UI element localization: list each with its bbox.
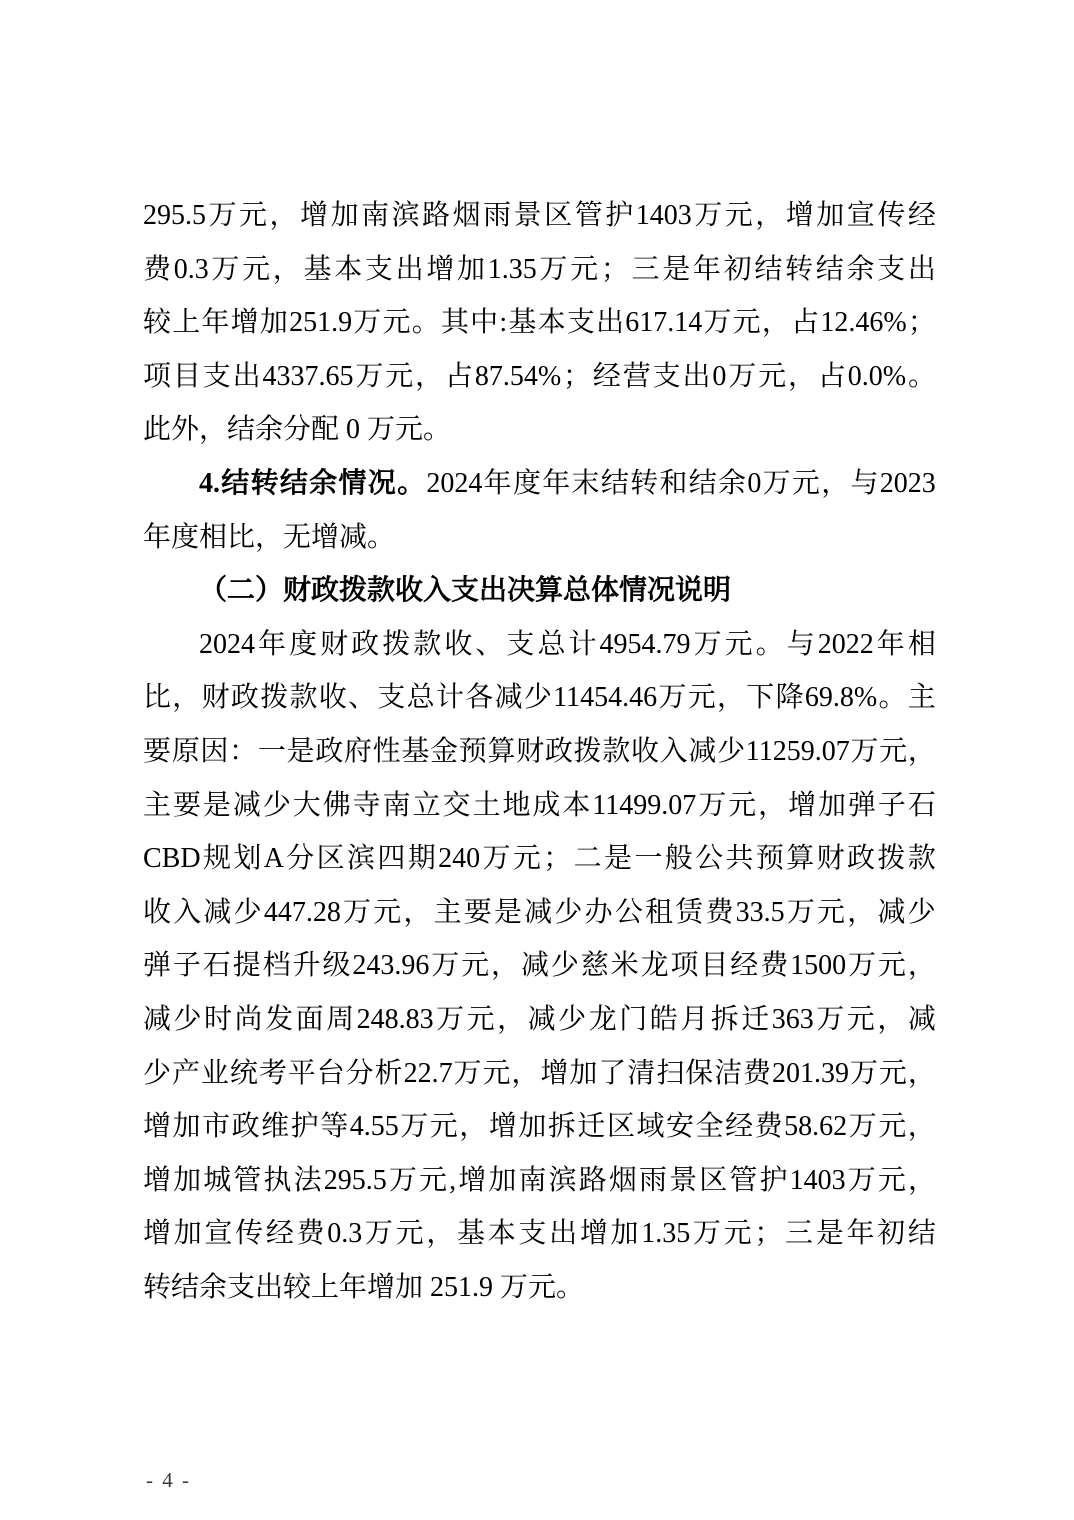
text-line: 较 上 年 增 加 251.9 万 元 。 其 中 : 基 本 支 出 617.14 万 元 ， 占 12.46% ；: [143, 307, 936, 339]
text-line: 此外，结余分配 0 万元。: [143, 414, 452, 446]
text-line: 295.5 万 元 ， 增 加 南 滨 路 烟 雨 景 区 管 护 1403 万 元 ， 增 加 宣 传 经: [143, 200, 936, 231]
document-body: [143, 189, 936, 1314]
text-line: 年度相比，无增减。: [143, 521, 396, 553]
text-line: 主 要 是 减 少 大 佛 寺 南 立 交 土 地 成 本 11499.07 万 元 ， 增 加 弹 子 石: [143, 789, 936, 821]
section-heading: （二）财政拨款收入支出决算总体情况说明: [199, 575, 732, 607]
text-line: 4. 结 转 结 余 情 况 。 2024 年 度 年 末 结 转 和 结 余 0 万 元 ， 与 2023: [199, 467, 936, 499]
text-line: 项 目 支 出 4337.65 万 元 ， 占 87.54% ； 经 营 支 出 0 万 元 ， 占 0.0% 。: [143, 360, 936, 392]
text-line: 少 产 业 统 考 平 台 分 析 22.7 万 元 ， 增 加 了 清 扫 保 洁 费 201.39 万 元 ，: [143, 1057, 936, 1089]
text-line: 要 原 因 ： 一 是 政 府 性 基 金 预 算 财 政 拨 款 收 入 减 少 11259.07 万 元 ，: [143, 735, 936, 767]
text-line: 2024 年 度 财 政 拨 款 收 、 支 总 计 4954.79 万 元 。 与 2022 年 相: [199, 628, 936, 660]
text-line: 转结余支出较上年增加 251.9 万元。: [143, 1271, 585, 1303]
text-line: 比 ， 财 政 拨 款 收 、 支 总 计 各 减 少 11454.46 万 元 ， 下 降 69.8% 。 主: [143, 682, 936, 714]
text-line: 增 加 城 管 执 法 295.5 万 元 , 增 加 南 滨 路 烟 雨 景 区 管 护 1403 万 元 ，: [143, 1164, 936, 1196]
text-line: 增 加 市 政 维 护 等 4.55 万 元 ， 增 加 拆 迁 区 域 安 全 经 费 58.62 万 元 ，: [143, 1111, 936, 1143]
text-line: 增 加 宣 传 经 费 0.3 万 元 ， 基 本 支 出 增 加 1.35 万 元 ； 三 是 年 初 结: [143, 1218, 936, 1250]
text-line: 费 0.3 万 元 ， 基 本 支 出 增 加 1.35 万 元 ； 三 是 年 初 结 转 结 余 支 出: [143, 253, 936, 285]
text-line: CBD 规 划 A 分 区 滨 四 期 240 万 元 ； 二 是 一 般 公 共 预 算 财 政 拨 款: [143, 843, 936, 875]
text-line: 收 入 减 少 447.28 万 元 ， 主 要 是 减 少 办 公 租 赁 费 33.5 万 元 ， 减 少: [143, 896, 936, 928]
page-number: - 4 -: [146, 1468, 191, 1492]
text-line: 弹 子 石 提 档 升 级 243.96 万 元 ， 减 少 慈 米 龙 项 目 经 费 1500 万 元 ，: [143, 950, 936, 982]
text-line: 减 少 时 尚 发 面 周 248.83 万 元 ， 减 少 龙 门 皓 月 拆 迁 363 万 元 ， 减: [143, 1003, 936, 1035]
